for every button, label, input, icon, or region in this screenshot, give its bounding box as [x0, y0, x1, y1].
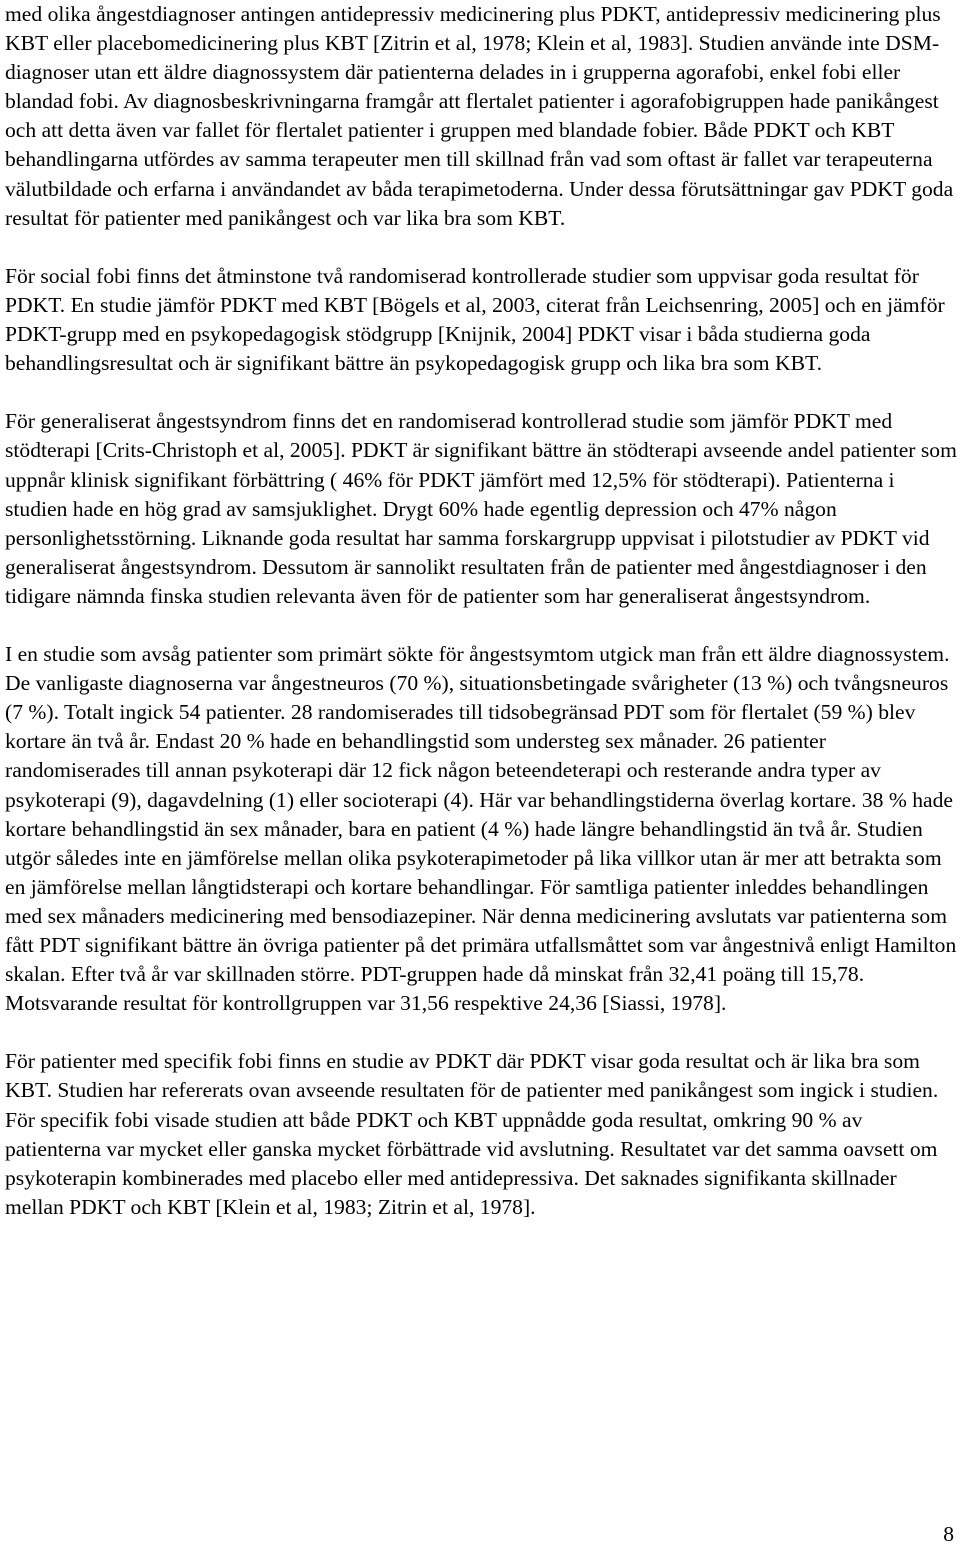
page-number: 8	[943, 1522, 954, 1546]
paragraph-specific-phobia: För patienter med specifik fobi finns en studie av PDKT där PDKT visar goda resultat och är lika bra som KBT. Studien har refererats ovan avseende resultaten för de patienter med panikångest som ingick i studien. För specifik fobi visade studien att både PDKT och KBT uppnådde goda resultat, omkring 90 % av patienterna var mycket eller ganska mycket förbättrade vid avslutning. Resultatet var det samma oavsett om psykoterapin kombinerades med placebo eller med antidepressiva. Det saknades signifikanta skillnader mellan PDKT och KBT [Klein et al, 1983; Zitrin et al, 1978].	[5, 1049, 939, 1219]
document-page	[5, 0, 957, 1222]
paragraph-social-phobia: För social fobi finns det åtminstone två randomiserad kontrollerade studier som uppvisar goda resultat för PDKT. En studie jämför PDKT med KBT [Bögels et al, 2003, citerat från Leichsenring, 2005] och en jämför PDKT-grupp med en psykopedagogisk stödgrupp [Knijnik, 2004] PDKT visar i båda studierna goda behandlingsresultat och är signifikant bättre än psykopedagogisk grupp och lika bra som KBT.	[5, 263, 945, 376]
paragraph-generalized-anxiety: För generaliserat ångestsyndrom finns det en randomiserad kontrollerad studie som jämför PDKT med stödterapi [Crits-Christoph et al, 2005]. PDKT är signifikant bättre än stödterapi avseende andel patienter som uppnår klinisk signifikant förbättring ( 46% för PDKT jämfört med 12,5% för stödterapi). Patienterna i studien hade en hög grad av samsjuklighet. Drygt 60% hade egentlig depression och 47% någon personlighetsstörning. Liknande goda resultat har samma forskargrupp uppvisat i pilotstudier av PDKT vid generaliserat ångestsyndrom. Dessutom är sannolikt resultaten från de patienter med ångestdiagnoser i den tidigare nämnda finska studien relevanta även för de patienter som har generaliserat ångestsyndrom.	[5, 409, 957, 608]
paragraph-anxiety-symptoms-study: I en studie som avsåg patienter som primärt sökte för ångestsymtom utgick man från ett äldre diagnossystem. De vanligaste diagnoserna var ångestneuros (70 %), situationsbetingade svårigheter (13 %) och tvångsneuros (7 %). Totalt ingick 54 patienter. 28 randomiserades till tidsobegränsad PDT som för flertalet (59 %) blev kortare än två år. Endast 20 % hade en behandlingstid som understeg sex månader. 26 patienter randomiserades till annan psykoterapi där 12 fick någon beteendeterapi och resterande andra typer av psykoterapi (9), dagavdelning (1) eller socioterapi (4). Här var behandlingstiderna överlag kortare. 38 % hade kortare behandlingstid än sex månader, bara en patient (4 %) hade längre behandlingstid än två år. Studien utgör således inte en jämförelse mellan olika psykoterapimetoder på lika villkor utan är mer att betrakta som en jämförelse mellan långtidsterapi och kortare behandlingar. För samtliga patienter inleddes behandlingen med sex månaders medicinering med bensodiazepiner. När denna medicinering avslutats var patienterna som fått PDT signifikant bättre än övriga patienter på det primära utfallsmåttet som var ångestnivå enligt Hamilton skalan. Efter två år var skillnaden större. PDT-gruppen hade då minskat från 32,41 poäng till 15,78. Motsvarande resultat för kontrollgruppen var 31,56 respektive 24,36 [Siassi, 1978].	[5, 642, 957, 1016]
paragraph-panic-disorder: med olika ångestdiagnoser antingen antidepressiv medicinering plus PDKT, antidepressiv medicinering plus KBT eller placebomedicinering plus KBT [Zitrin et al, 1978; Klein et al, 1983]. Studien använde inte DSM-diagnoser utan ett äldre diagnossystem där patienterna delades in i grupperna agorafobi, enkel fobi eller blandad fobi. Av diagnosbeskrivningarna framgår att flertalet patienter i agorafobigruppen hade panikångest och att detta även var fallet för flertalet patienter i gruppen med blandade fobier. Både PDKT och KBT behandlingarna utfördes av samma terapeuter men till skillnad från vad som oftast är fallet var terapeuterna välutbildade och erfarna i användandet av båda terapimetoderna. Under dessa förutsättningar gav PDKT goda resultat för patienter med panikångest och var lika bra som KBT.	[5, 2, 954, 230]
